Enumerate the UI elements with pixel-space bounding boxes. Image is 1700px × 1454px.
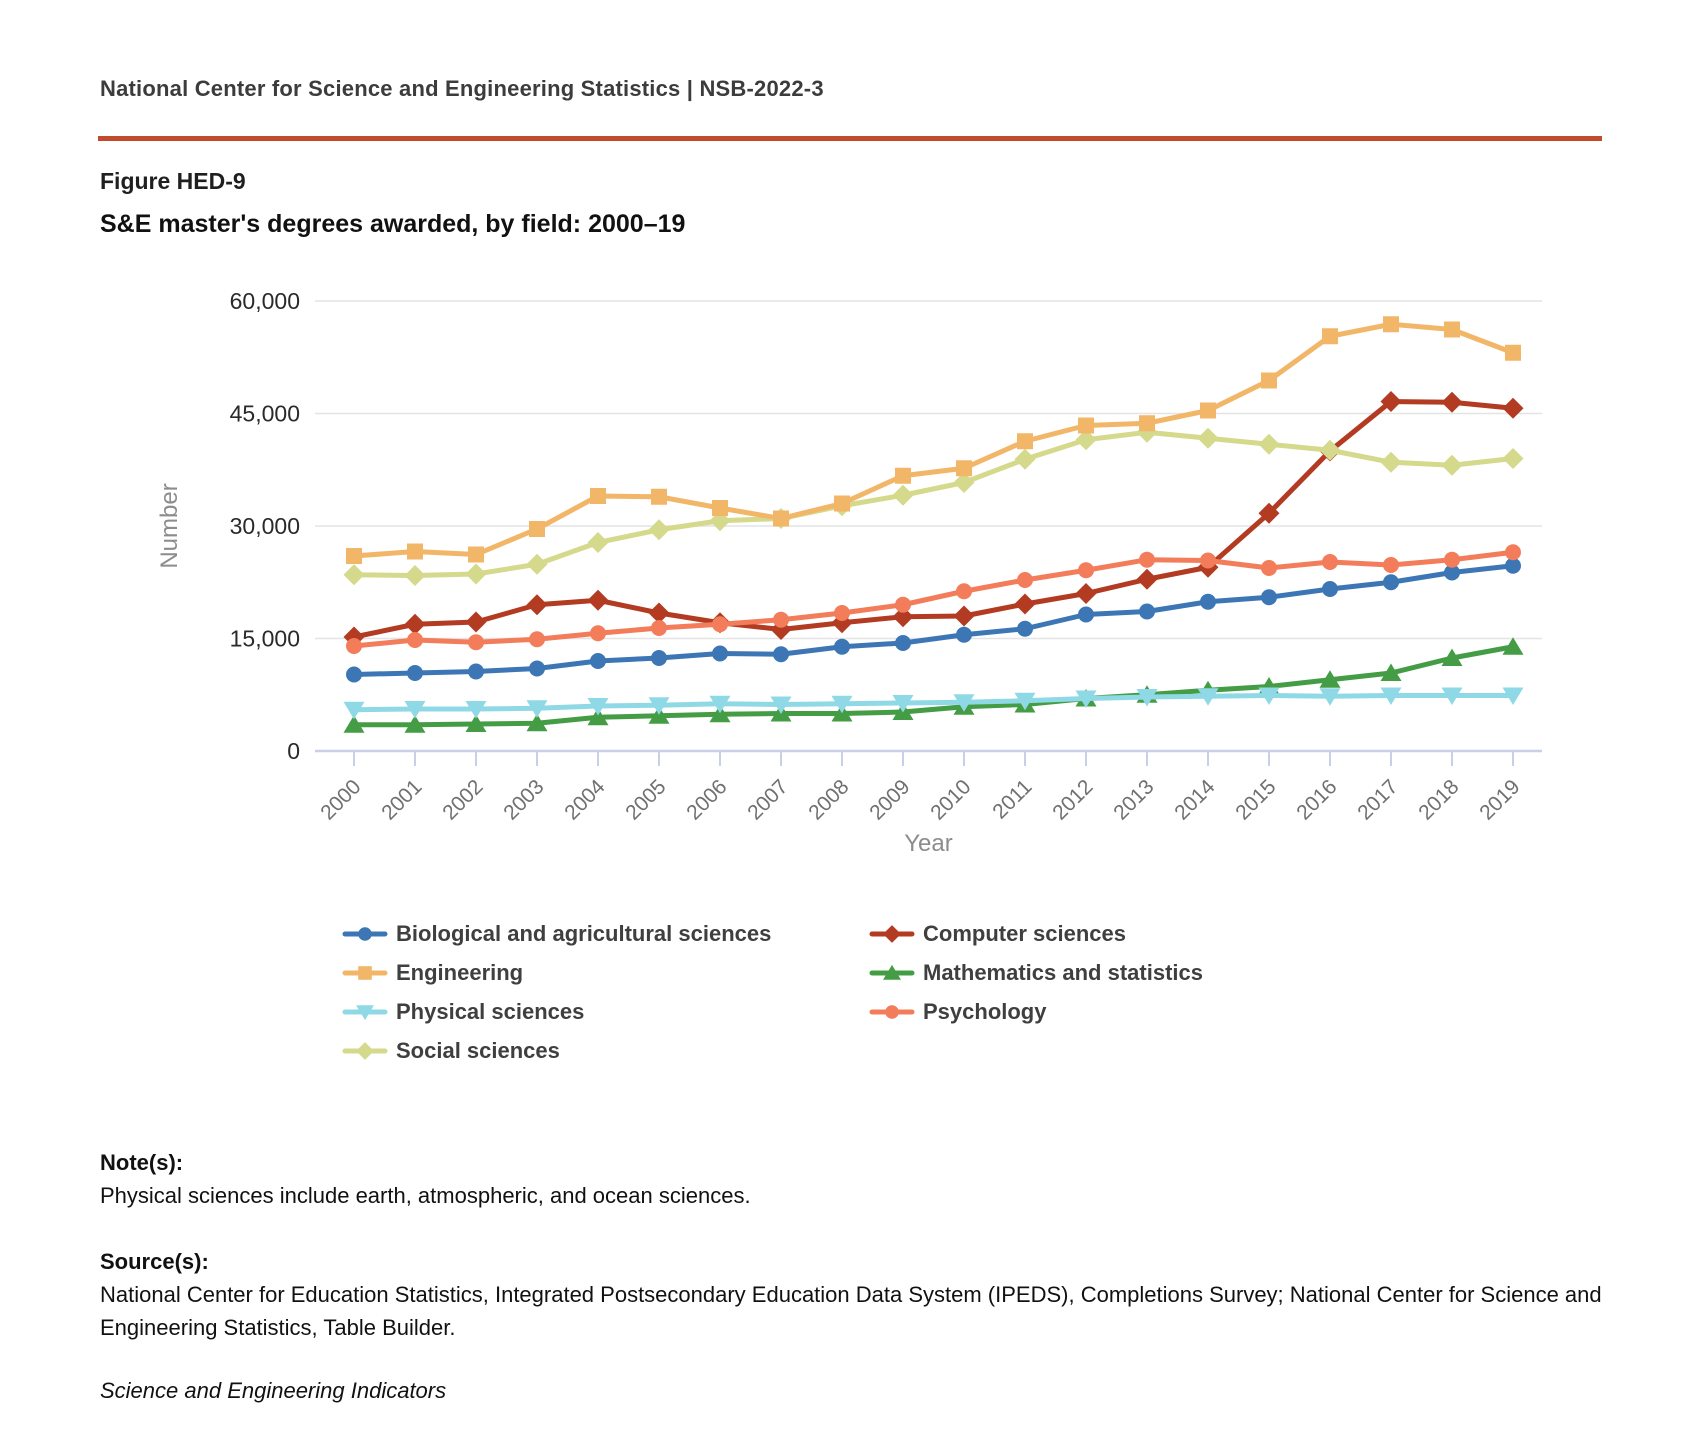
data-point-marker — [1078, 418, 1094, 434]
data-point-marker — [1078, 562, 1094, 578]
data-point-marker — [1259, 434, 1280, 455]
data-point-marker — [885, 1005, 899, 1019]
data-point-marker — [712, 646, 728, 662]
data-point-marker — [1261, 589, 1277, 605]
data-point-marker — [527, 554, 548, 575]
data-point-marker — [527, 594, 548, 615]
data-point-marker — [1200, 553, 1216, 569]
data-point-marker — [529, 661, 545, 677]
data-point-marker — [468, 634, 484, 650]
data-point-marker — [590, 653, 606, 669]
data-point-marker — [834, 605, 850, 621]
data-point-marker — [895, 635, 911, 651]
data-point-marker — [1444, 552, 1460, 568]
x-tick-label: 2007 — [743, 775, 793, 825]
data-point-marker — [358, 927, 372, 941]
data-point-marker — [1017, 621, 1033, 637]
series-line — [354, 432, 1513, 575]
triangle-down-legend-marker-icon — [342, 1001, 388, 1023]
data-point-marker — [651, 489, 667, 505]
data-point-marker — [1017, 433, 1033, 449]
legend-item-psychology[interactable] — [869, 992, 1203, 1031]
data-point-marker — [956, 627, 972, 643]
data-point-marker — [1015, 594, 1036, 615]
data-point-marker — [344, 564, 365, 585]
data-point-marker — [1505, 345, 1521, 361]
x-tick-label: 2019 — [1475, 775, 1525, 825]
data-point-marker — [346, 638, 362, 654]
data-point-marker — [356, 1042, 374, 1060]
data-point-marker — [1015, 449, 1036, 470]
legend-label: Physical sciences — [396, 998, 585, 1024]
x-tick-label: 2018 — [1414, 775, 1464, 825]
data-point-marker — [588, 532, 609, 553]
chart-legend — [342, 914, 1203, 1070]
series-mathematics-and-statistics — [344, 637, 1524, 733]
data-point-marker — [407, 632, 423, 648]
x-tick-label: 2004 — [560, 775, 610, 825]
indicators-footer: Science and Engineering Indicators — [100, 1378, 447, 1403]
triangle-up-legend-marker-icon — [869, 962, 915, 984]
y-tick-label: 15,000 — [229, 625, 300, 652]
sources-label: Source(s): — [100, 1249, 209, 1274]
series-physical-sciences — [344, 688, 1524, 720]
x-tick-label: 2002 — [438, 775, 488, 825]
notes-text: Physical sciences include earth, atmospheric, and ocean sciences. — [100, 1183, 751, 1208]
x-tick-label: 2010 — [926, 775, 976, 825]
data-point-marker — [588, 590, 609, 611]
data-point-marker — [466, 612, 487, 633]
data-point-marker — [1322, 581, 1338, 597]
data-point-marker — [1442, 455, 1463, 476]
legend-label: Engineering — [396, 959, 524, 985]
x-tick-label: 2015 — [1231, 775, 1281, 825]
chart-area — [150, 268, 1560, 920]
x-tick-label: 2009 — [865, 775, 915, 825]
data-point-marker — [590, 488, 606, 504]
x-axis-title: Year — [904, 830, 953, 857]
data-point-marker — [1505, 544, 1521, 560]
circle-legend-marker-icon — [869, 1001, 915, 1023]
square-legend-marker-icon — [342, 962, 388, 984]
y-tick-label: 30,000 — [229, 513, 300, 539]
series-computer-sciences — [344, 391, 1524, 648]
x-tick-label: 2008 — [804, 775, 854, 825]
legend-label: Computer sciences — [923, 920, 1126, 946]
data-point-marker — [1322, 328, 1338, 344]
legend-label: Social sciences — [396, 1037, 560, 1063]
figure-title: S&E master's degrees awarded, by field: 2000–19 — [100, 210, 686, 238]
x-tick-label: 2013 — [1109, 775, 1159, 825]
data-point-marker — [405, 614, 426, 635]
data-point-marker — [893, 485, 914, 506]
x-tick-label: 2016 — [1292, 775, 1342, 825]
data-point-marker — [956, 583, 972, 599]
series-biological-and-agricultural-sciences — [346, 558, 1521, 683]
data-point-marker — [1076, 583, 1097, 604]
legend-item-biological-and-agricultural-sciences[interactable] — [342, 914, 869, 953]
data-point-marker — [773, 511, 789, 527]
series-line — [354, 402, 1513, 638]
data-point-marker — [407, 544, 423, 560]
circle-legend-marker-icon — [342, 923, 388, 945]
data-point-marker — [405, 565, 426, 586]
data-point-marker — [1137, 569, 1158, 590]
data-point-marker — [1503, 448, 1524, 469]
x-tick-label: 2017 — [1353, 775, 1403, 825]
data-point-marker — [529, 631, 545, 647]
data-point-marker — [1261, 373, 1277, 389]
data-point-marker — [895, 468, 911, 484]
figure-label: Figure HED-9 — [100, 168, 246, 194]
legend-item-engineering[interactable] — [342, 953, 869, 992]
legend-label: Biological and agricultural sciences — [396, 920, 772, 946]
legend-item-physical-sciences[interactable] — [342, 992, 869, 1031]
data-point-marker — [468, 664, 484, 680]
data-point-marker — [1261, 560, 1277, 576]
data-point-marker — [358, 966, 372, 980]
x-tick-label: 2000 — [316, 775, 366, 825]
data-point-marker — [834, 639, 850, 655]
data-point-marker — [1017, 572, 1033, 588]
data-point-marker — [1442, 392, 1463, 413]
data-point-marker — [651, 650, 667, 666]
data-point-marker — [649, 519, 670, 540]
data-point-marker — [651, 620, 667, 636]
data-point-marker — [834, 496, 850, 512]
data-point-marker — [466, 564, 487, 585]
data-point-marker — [1383, 557, 1399, 573]
x-tick-label: 2003 — [499, 775, 549, 825]
legend-item-social-sciences[interactable] — [342, 1031, 869, 1070]
data-point-marker — [1139, 552, 1155, 568]
notes-section — [100, 1146, 1652, 1212]
data-point-marker — [1322, 554, 1338, 570]
data-point-marker — [1200, 594, 1216, 610]
data-point-marker — [346, 667, 362, 683]
data-point-marker — [1139, 604, 1155, 620]
y-tick-label: 45,000 — [229, 400, 300, 427]
series-line — [354, 566, 1513, 675]
data-point-marker — [773, 646, 789, 662]
report-header: National Center for Science and Engineering Statistics | NSB-2022-3 — [100, 76, 824, 101]
y-tick-label: 60,000 — [229, 288, 300, 314]
data-point-marker — [895, 597, 911, 613]
sources-text: National Center for Education Statistics, Integrated Postsecondary Education Data System (IPEDS), Completions Survey; National Center for Science and Engineering Statistics, Table Builder. — [100, 1282, 1602, 1340]
x-tick-label: 2014 — [1170, 775, 1220, 825]
data-point-marker — [1139, 415, 1155, 431]
diamond-legend-marker-icon — [342, 1040, 388, 1062]
legend-label: Mathematics and statistics — [923, 959, 1203, 985]
data-point-marker — [712, 500, 728, 516]
x-tick-label: 2005 — [621, 775, 671, 825]
data-point-marker — [1444, 322, 1460, 338]
data-point-marker — [1078, 607, 1094, 623]
data-point-marker — [1383, 316, 1399, 332]
diamond-legend-marker-icon — [869, 923, 915, 945]
series-line — [354, 324, 1513, 556]
header-rule — [98, 136, 1602, 141]
x-tick-label: 2012 — [1048, 775, 1098, 825]
x-tick-label: 2001 — [377, 775, 427, 825]
line-chart — [150, 268, 1560, 920]
data-point-marker — [773, 612, 789, 628]
data-point-marker — [346, 548, 362, 564]
data-point-marker — [590, 625, 606, 641]
data-point-marker — [1200, 403, 1216, 419]
x-tick-label: 2011 — [988, 775, 1037, 824]
legend-item-computer-sciences[interactable] — [869, 914, 1203, 953]
legend-item-mathematics-and-statistics[interactable] — [869, 953, 1203, 992]
data-point-marker — [956, 460, 972, 476]
data-point-marker — [712, 616, 728, 632]
data-point-marker — [1503, 398, 1524, 419]
data-point-marker — [529, 521, 545, 537]
sources-section — [100, 1245, 1652, 1344]
data-point-marker — [883, 925, 901, 943]
legend-label: Psychology — [923, 998, 1047, 1024]
data-point-marker — [1381, 452, 1402, 473]
x-tick-label: 2006 — [682, 775, 732, 825]
y-axis-title: Number — [156, 483, 183, 569]
data-point-marker — [1198, 428, 1219, 449]
y-tick-label: 0 — [287, 738, 300, 764]
notes-label: Note(s): — [100, 1150, 184, 1175]
data-point-marker — [1383, 574, 1399, 590]
data-point-marker — [468, 547, 484, 563]
data-point-marker — [954, 606, 975, 627]
data-point-marker — [407, 665, 423, 681]
